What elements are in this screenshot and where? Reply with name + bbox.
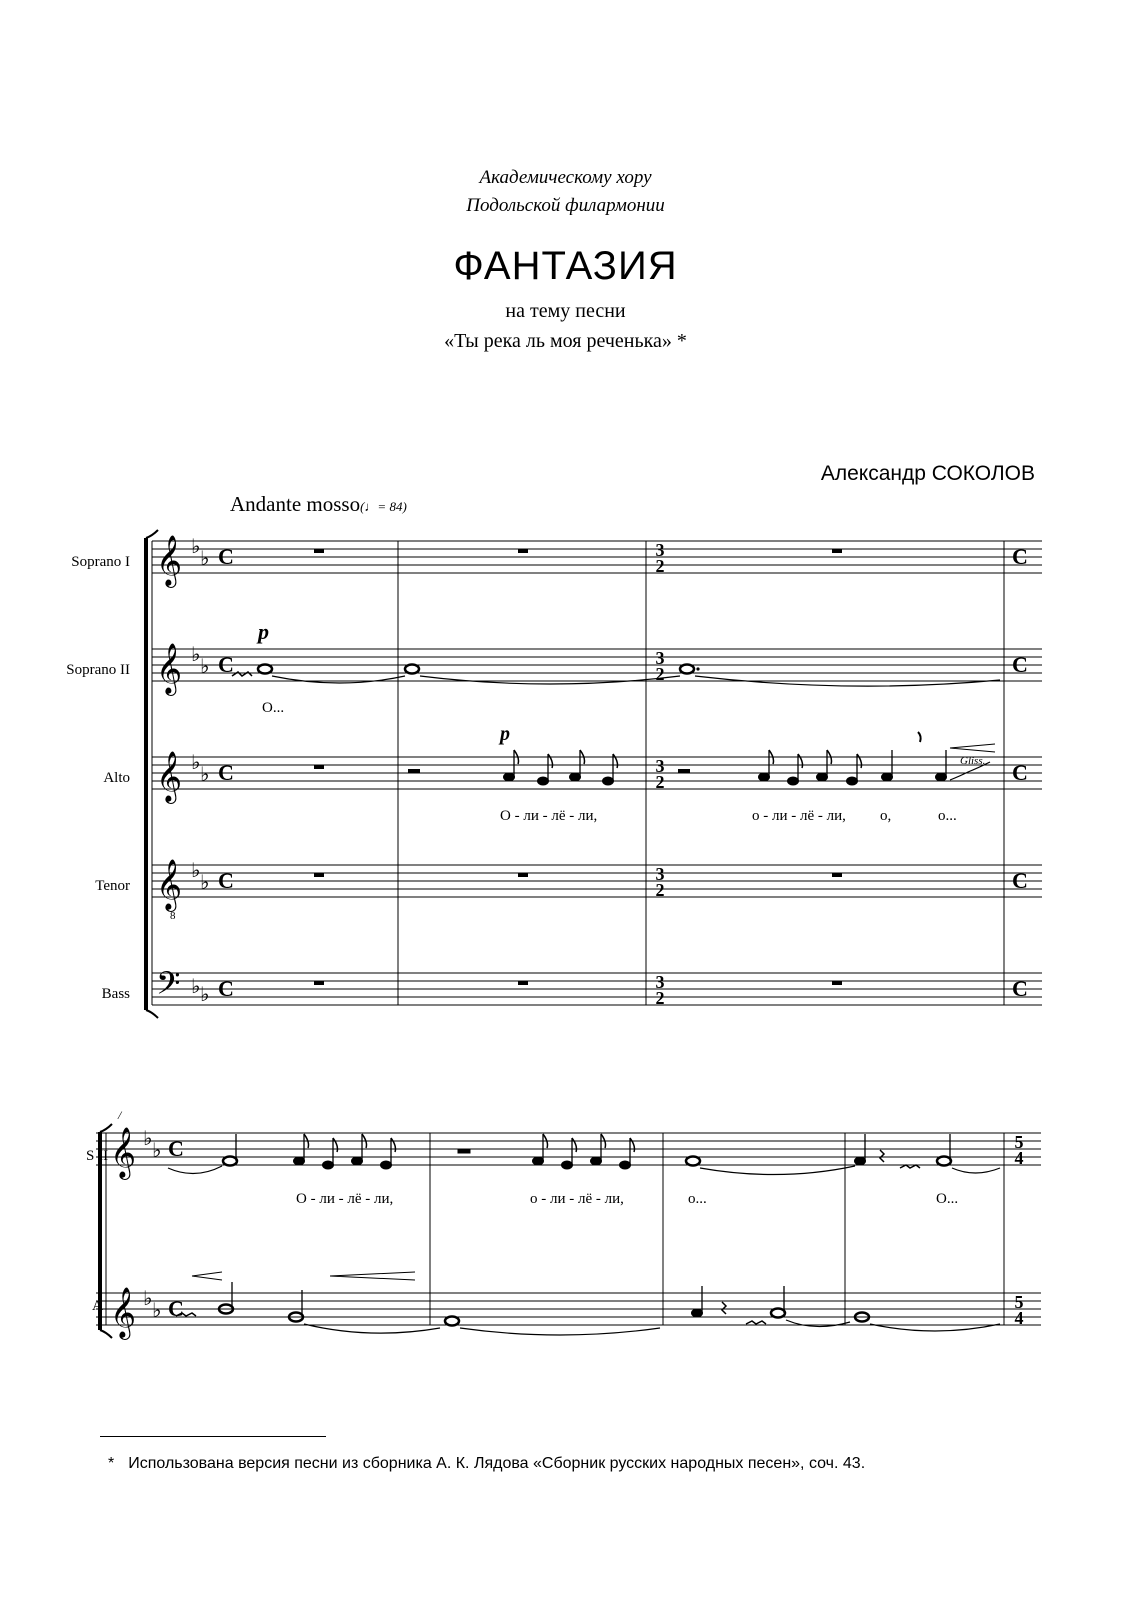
svg-text:3: 3 — [655, 648, 665, 668]
svg-text:C: C — [218, 544, 234, 569]
treble-clef-icon: 𝄞 — [156, 752, 183, 801]
svg-text:C: C — [1012, 760, 1028, 785]
dynamic-p: p — [500, 723, 510, 745]
quarter-note-icon: ♩ — [364, 499, 378, 514]
treble-clef-icon: 𝄞 — [110, 1288, 137, 1337]
lyric: О... — [936, 1191, 959, 1207]
dedication-line-1: Академическому хору — [479, 167, 652, 188]
treble-clef-icon: 𝄞 — [156, 860, 183, 909]
svg-text:C: C — [218, 652, 234, 677]
system-1-time-3-2 — [656, 540, 665, 1008]
lyric: О - ли - лё - ли, — [296, 1191, 394, 1207]
svg-text:3: 3 — [655, 972, 665, 992]
treble-clef-icon: 𝄞 — [110, 1128, 137, 1177]
tempo-text: Andante mosso — [230, 492, 361, 516]
staff-label-bass: Bass — [101, 986, 130, 1002]
lyric: о... — [938, 808, 957, 824]
svg-text:2: 2 — [655, 880, 665, 900]
staff-label-s2: S II — [86, 1148, 109, 1164]
footnote — [108, 1455, 865, 1473]
lyric-soprano-2: О... — [262, 700, 285, 716]
a-notes — [176, 1272, 1000, 1335]
staff-label-alto: Alto — [103, 770, 130, 786]
svg-text:C: C — [168, 1136, 184, 1161]
svg-text:3: 3 — [655, 756, 665, 776]
svg-text:C: C — [1012, 652, 1028, 677]
svg-text:♭: ♭ — [191, 752, 201, 774]
staff-label-a: A — [92, 1298, 103, 1314]
staff-tenor — [152, 865, 1042, 897]
dedication-line-2: Подольской филармонии — [466, 195, 665, 216]
staff-a — [96, 1293, 1041, 1325]
tenor-octave-mark: 8 — [170, 910, 176, 922]
lyric: о, — [880, 808, 892, 824]
staff-label-soprano-1: Soprano I — [71, 554, 130, 570]
page-title: ФАНТАЗИЯ — [453, 244, 678, 288]
svg-text:♭: ♭ — [200, 656, 210, 678]
alto-lyrics — [500, 808, 957, 824]
svg-text:C: C — [1012, 544, 1028, 569]
system-2-barlines — [106, 1133, 1004, 1325]
svg-text:2: 2 — [655, 556, 665, 576]
footnote-marker: * — [108, 1455, 115, 1472]
s2-notes — [168, 1134, 1000, 1175]
system-2-time-5-4 — [1015, 1132, 1024, 1328]
svg-text:♭: ♭ — [152, 1300, 162, 1322]
composer-name: Александр СОКОЛОВ — [820, 462, 1035, 485]
svg-text:5: 5 — [1014, 1292, 1024, 1312]
svg-text:C: C — [1012, 976, 1028, 1001]
svg-text:C: C — [1012, 868, 1028, 893]
lyric: о - ли - лё - ли, — [752, 808, 846, 824]
svg-text:♭: ♭ — [200, 548, 210, 570]
svg-text:♭: ♭ — [191, 644, 201, 666]
svg-text:♭: ♭ — [143, 1288, 153, 1310]
svg-text:3: 3 — [655, 864, 665, 884]
svg-text:♭: ♭ — [191, 976, 201, 998]
svg-text:♭: ♭ — [200, 984, 210, 1006]
system-1-clefs — [156, 536, 182, 1009]
svg-text:4: 4 — [1014, 1148, 1024, 1168]
staff-alto — [152, 757, 1042, 789]
alto-notes — [504, 732, 996, 785]
svg-text:4: 4 — [1014, 1308, 1024, 1328]
svg-text:2: 2 — [655, 664, 665, 684]
svg-text:5: 5 — [1014, 1132, 1024, 1152]
svg-text:♭: ♭ — [191, 536, 201, 558]
staff-label-tenor: Tenor — [95, 878, 130, 894]
svg-text:♭: ♭ — [143, 1128, 153, 1150]
footnote-text: Использована версия песни из сборника А. К. Лядова «Сборник русских народных песен», соч. 43. — [128, 1455, 866, 1472]
dynamic-p: p — [258, 619, 269, 644]
svg-text:C: C — [218, 976, 234, 1001]
soprano-2-notes — [232, 665, 1000, 687]
glissando-mark: Gliss. — [960, 755, 986, 767]
metronome-mark: (♩= 84) — [360, 499, 407, 514]
svg-text:♭: ♭ — [152, 1140, 162, 1162]
lyric: о - ли - лё - ли, — [530, 1191, 624, 1207]
lyric: О - ли - лё - ли, — [500, 808, 598, 824]
staff-label-soprano-2: Soprano II — [66, 662, 130, 678]
svg-text:♭: ♭ — [200, 872, 210, 894]
svg-text:C: C — [218, 868, 234, 893]
s2-lyrics — [296, 1191, 958, 1207]
lyric: о... — [688, 1191, 707, 1207]
svg-text:♭: ♭ — [191, 860, 201, 882]
svg-text:♭: ♭ — [200, 764, 210, 786]
svg-text:C: C — [168, 1296, 184, 1321]
subtitle-line-1: на тему песни — [505, 300, 626, 322]
bass-clef-icon: 𝄢 — [156, 967, 181, 1009]
footnote-divider — [100, 1436, 326, 1437]
subtitle-line-2: «Ты река ль моя реченька» * — [444, 330, 687, 352]
system-1-rests — [314, 549, 842, 985]
svg-text:3: 3 — [655, 540, 665, 560]
svg-text:2: 2 — [655, 772, 665, 792]
staff-soprano-1 — [152, 541, 1042, 573]
system-1-key-signatures — [191, 536, 209, 1006]
treble-clef-icon: 𝄞 — [156, 536, 183, 585]
staff-soprano-2 — [152, 649, 1042, 681]
treble-clef-icon: 𝄞 — [156, 644, 183, 693]
svg-text:C: C — [218, 760, 234, 785]
svg-text:2: 2 — [655, 988, 665, 1008]
rehearsal-mark: / — [118, 1108, 122, 1122]
staff-bass — [152, 973, 1042, 1005]
